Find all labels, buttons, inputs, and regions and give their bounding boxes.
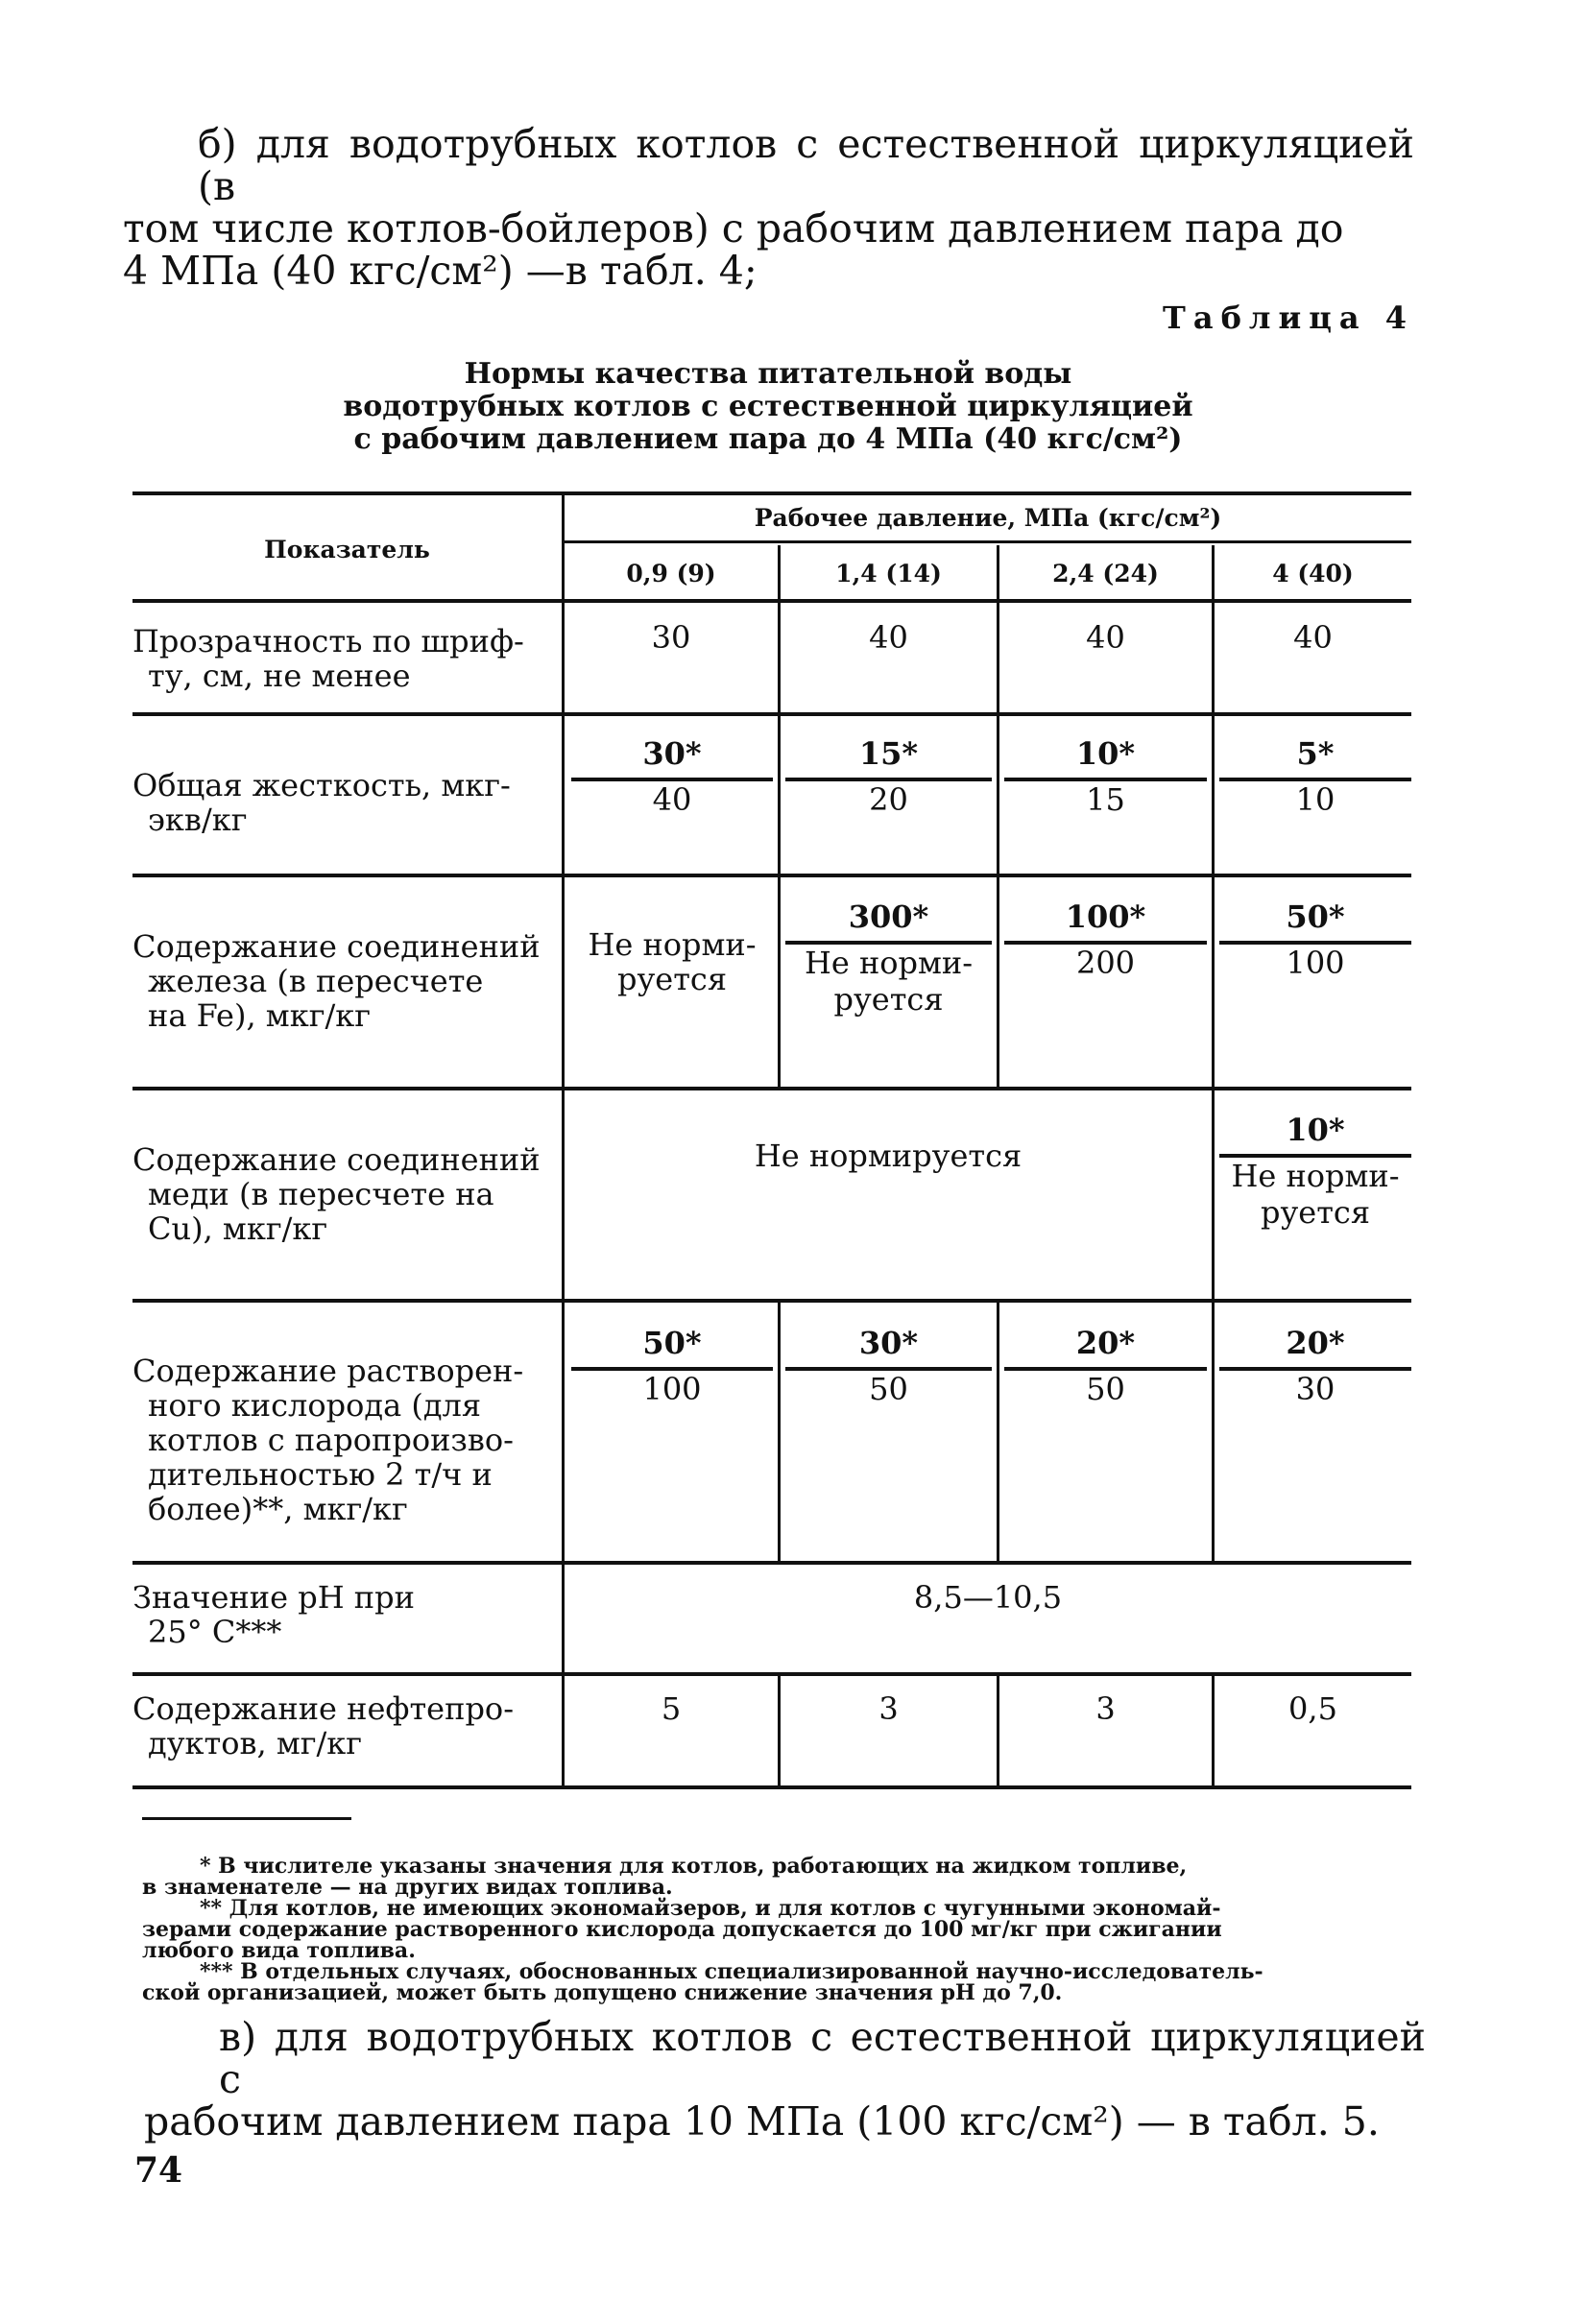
footnote-2-line-1: ** Для котлов, не имеющих экономайзеров, и для котлов с чугунными экономай- <box>200 1896 1221 1921</box>
table-title-line-2: водотрубных котлов с естественной циркуляцией <box>343 390 1193 423</box>
col-rule-1-body <box>778 601 781 1087</box>
footnote-2-line-2: зерами содержание растворенного кислорода допускается до 100 мг/кг при сжигании <box>142 1917 1222 1942</box>
oxygen-col-3-numerator: 20* <box>1075 1325 1136 1361</box>
hardness-col-3-numerator: 10* <box>1075 735 1136 772</box>
footnotes <box>142 1856 1419 2003</box>
oil-indicator <box>132 1691 547 1761</box>
ph-line-2: 25° C*** <box>148 1614 282 1650</box>
iron-line-1: Содержание соединений <box>132 928 541 965</box>
oxygen-col-3-denominator: 50 <box>1086 1371 1125 1407</box>
intro-paragraph <box>123 123 1414 292</box>
iron-line-2: железа (в пересчете <box>148 963 484 999</box>
header-pressure: Рабочее давление, МПа (кгс/см²) <box>754 504 1222 532</box>
hardness-col-2-numerator: 15* <box>858 735 919 772</box>
footnote-3-line-1: *** В отдельных случаях, обоснованных специализированной научно-исследователь- <box>200 1959 1263 1984</box>
col-rule-2-body <box>997 601 999 1087</box>
header-col-2: 1,4 (14) <box>835 560 942 587</box>
intro-line-3: 4 МПа (40 кгс/см²) —в табл. 4; <box>123 248 758 294</box>
copper-col-4-numerator: 10* <box>1286 1112 1345 1148</box>
header-indicator: Показатель <box>264 536 430 563</box>
iron-line-3: на Fe), мкг/кг <box>148 997 371 1034</box>
hardness-col-1-numerator: 30* <box>642 735 702 772</box>
copper-col-4 <box>1219 1112 1411 1231</box>
oxygen-col-2-numerator: 30* <box>858 1325 919 1361</box>
copper-line-1: Содержание соединений <box>132 1141 541 1178</box>
oxygen-col-2-denominator: 50 <box>869 1371 908 1407</box>
hardness-col-4-numerator: 5* <box>1296 735 1335 772</box>
row-rule-5 <box>132 1561 1411 1565</box>
transparency-col-2: 40 <box>869 619 908 656</box>
hardness-col-2 <box>785 735 992 818</box>
hardness-col-4 <box>1219 735 1411 818</box>
oxygen-line-3: котлов с паропроизво- <box>148 1422 514 1458</box>
hardness-col-1 <box>571 735 773 818</box>
hardness-col-4-denominator: 10 <box>1295 781 1335 818</box>
oil-col-3: 3 <box>1095 1690 1116 1727</box>
copper-span: Не нормируется <box>754 1138 1023 1174</box>
header-col-3: 2,4 (24) <box>1052 560 1159 587</box>
hardness-col-1-denominator: 40 <box>652 781 692 818</box>
copper-line-2: меди (в пересчете на <box>148 1176 494 1212</box>
outro-line-2: рабочим давлением пара 10 МПа (100 кгс/см²) — в табл. 5. <box>144 2098 1380 2144</box>
table-label: Таблица 4 <box>1163 299 1414 336</box>
transparency-col-1: 30 <box>651 619 691 656</box>
oxygen-col-3 <box>1004 1325 1207 1407</box>
footnote-2-line-3: любого вида топлива. <box>142 1938 416 1963</box>
oxygen-line-1: Содержание растворен- <box>132 1353 524 1389</box>
copper-col-4-denominator-line-1: Не норми- <box>1231 1158 1400 1194</box>
oxygen-col-4-numerator: 20* <box>1286 1325 1345 1361</box>
hardness-col-3-denominator: 15 <box>1086 781 1125 818</box>
copper-col-4-denominator-line-2: руется <box>1260 1194 1371 1231</box>
oxygen-col-1 <box>571 1325 773 1407</box>
row-rule-4 <box>132 1299 1411 1303</box>
oxygen-indicator <box>132 1354 547 1526</box>
iron-col-4-numerator: 50* <box>1286 898 1345 935</box>
oxygen-col-4-denominator: 30 <box>1295 1371 1335 1407</box>
table-title <box>288 358 1248 456</box>
iron-col-4 <box>1219 898 1411 981</box>
row-rule-3 <box>132 1087 1411 1090</box>
oil-col-2: 3 <box>878 1690 899 1727</box>
table-title-line-1: Нормы качества питательной воды <box>464 357 1072 391</box>
table-bottom-rule <box>132 1785 1411 1789</box>
page-number: 74 <box>134 2150 183 2191</box>
outro-line-1: в) для водотрубных котлов с естественной циркуляцией с <box>219 2014 1426 2102</box>
ph-indicator <box>132 1580 547 1649</box>
table-title-line-3: с рабочим давлением пара до 4 МПа (40 кгс/см²) <box>353 422 1183 456</box>
iron-col-1-line-1: Не норми- <box>588 926 757 963</box>
row-rule-2 <box>132 874 1411 877</box>
header-mid-rule <box>562 540 1411 543</box>
header-col-1: 0,9 (9) <box>626 560 716 587</box>
iron-col-2-numerator: 300* <box>848 898 929 935</box>
iron-col-2-denominator-line-1: Не норми- <box>804 945 974 981</box>
transparency-indicator <box>132 624 547 693</box>
iron-col-3 <box>1004 898 1207 981</box>
oxygen-col-4 <box>1219 1325 1411 1407</box>
footnote-1-line-1: * В числителе указаны значения для котлов, работающих на жидком топливе, <box>200 1854 1188 1879</box>
copper-line-3: Cu), мкг/кг <box>148 1210 328 1247</box>
col-rule-2-lower <box>997 1301 999 1561</box>
hardness-col-2-denominator: 20 <box>869 781 908 818</box>
iron-indicator <box>132 929 547 1033</box>
oxygen-col-2 <box>785 1325 992 1407</box>
copper-indicator <box>132 1142 547 1246</box>
intro-line-1: б) для водотрубных котлов с естественной циркуляцией (в <box>198 121 1414 209</box>
outro-paragraph <box>144 2016 1426 2143</box>
hardness-line-1: Общая жесткость, мкг- <box>132 767 511 803</box>
iron-col-1-line-2: руется <box>616 961 728 997</box>
transparency-line-2: ту, см, не менее <box>148 658 411 694</box>
oxygen-col-1-numerator: 50* <box>642 1325 702 1361</box>
header-bottom-rule <box>132 599 1411 603</box>
iron-col-1 <box>571 927 773 996</box>
oxygen-line-2: ного кислорода (для <box>148 1387 482 1424</box>
iron-col-3-numerator: 100* <box>1065 898 1146 935</box>
iron-col-2-denominator-line-2: руется <box>833 981 944 1018</box>
hardness-indicator <box>132 768 547 837</box>
oxygen-line-5: более)**, мкг/кг <box>148 1491 408 1527</box>
ph-line-1: Значение pH при <box>132 1579 415 1616</box>
oxygen-col-1-denominator: 100 <box>642 1371 702 1407</box>
ph-value: 8,5—10,5 <box>913 1579 1063 1616</box>
oil-line-2: дуктов, мг/кг <box>148 1725 363 1761</box>
col-rule-1-lower <box>778 1301 781 1561</box>
row-rule-1 <box>132 712 1411 716</box>
table-top-rule <box>132 491 1411 495</box>
transparency-line-1: Прозрачность по шриф- <box>132 623 524 659</box>
oxygen-line-4: дительностью 2 т/ч и <box>148 1456 493 1493</box>
col-rule-3-body <box>1212 601 1215 1299</box>
intro-line-2: том числе котлов-бойлеров) с рабочим давлением пара до <box>123 205 1344 252</box>
footnote-3-line-2: ской организацией, может быть допущено снижение значения pH до 7,0. <box>142 1980 1063 2005</box>
header-col-4: 4 (40) <box>1272 560 1354 587</box>
col-rule-3-lower <box>1212 1301 1215 1561</box>
iron-col-2 <box>785 898 992 1018</box>
oil-col-1: 5 <box>661 1690 682 1727</box>
oil-col-4: 0,5 <box>1288 1690 1337 1727</box>
oil-line-1: Содержание нефтепро- <box>132 1690 514 1727</box>
hardness-line-2: экв/кг <box>148 802 248 838</box>
iron-col-4-denominator: 100 <box>1286 945 1345 981</box>
hardness-col-3 <box>1004 735 1207 818</box>
transparency-col-3: 40 <box>1086 619 1125 656</box>
transparency-col-4: 40 <box>1293 619 1333 656</box>
row-rule-6 <box>132 1672 1411 1676</box>
footnote-1-line-2: в знаменателе — на других видах топлива. <box>142 1875 673 1900</box>
iron-col-3-denominator: 200 <box>1075 945 1136 981</box>
footnote-separator <box>142 1817 351 1820</box>
